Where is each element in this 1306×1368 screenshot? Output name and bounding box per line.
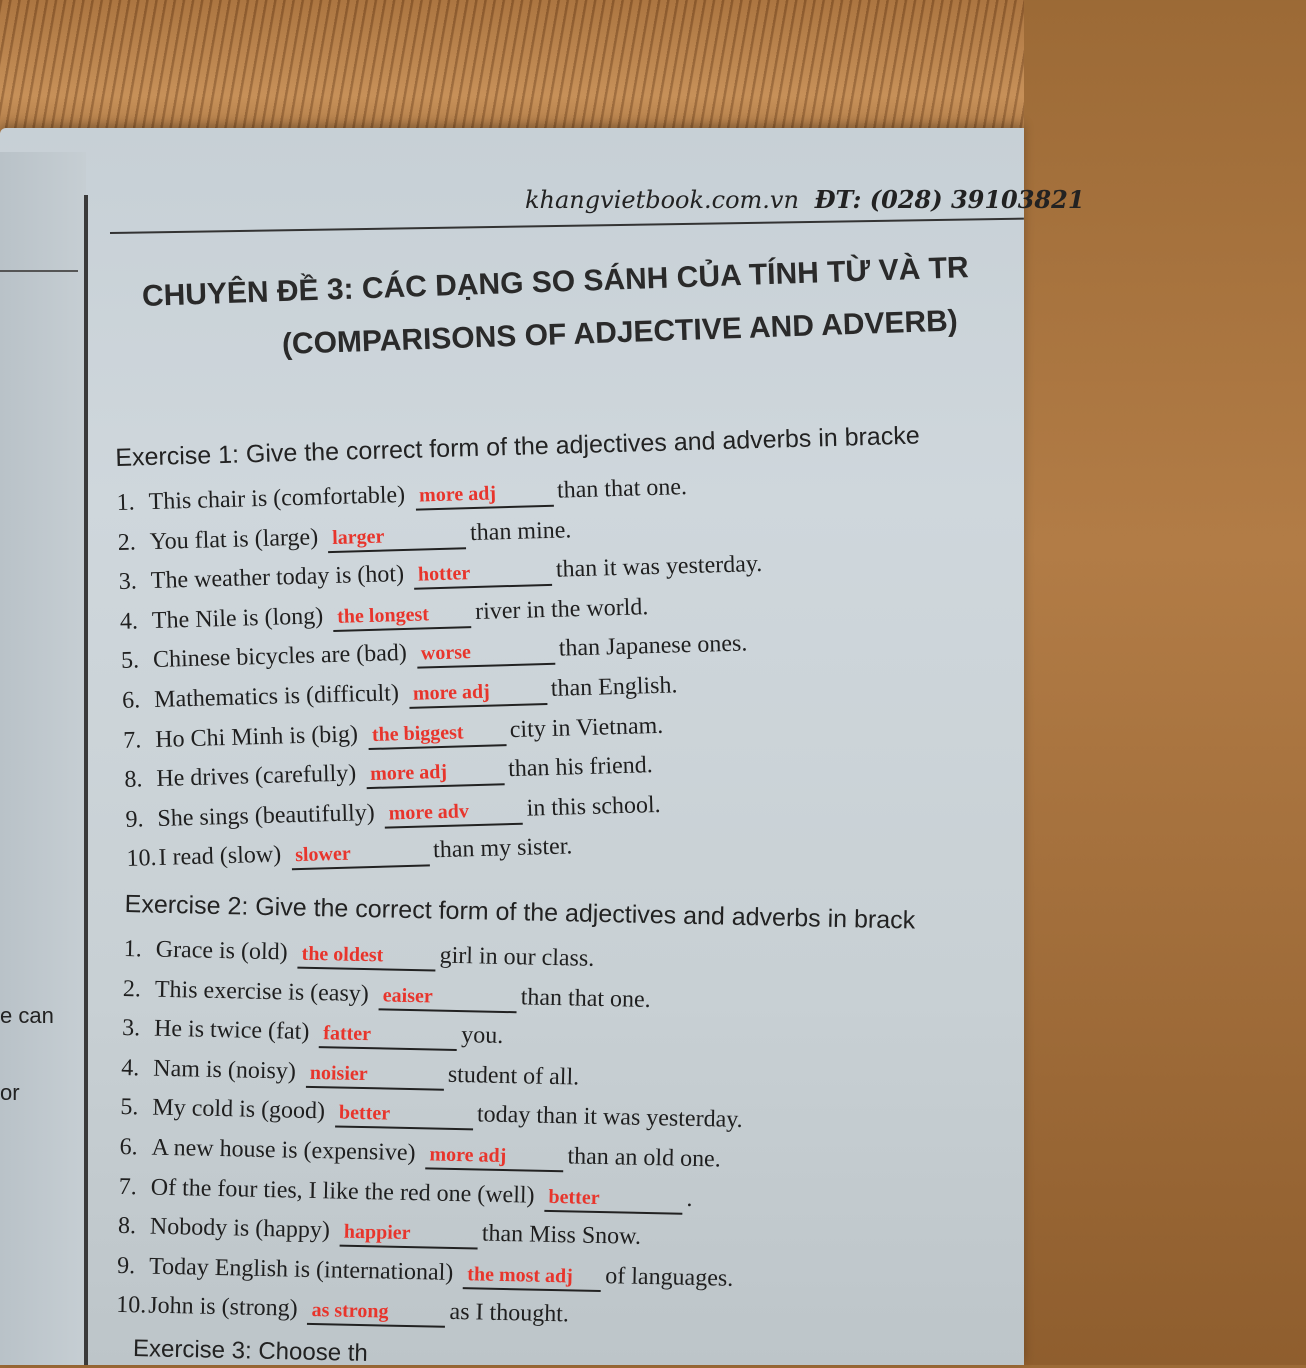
- item-ending: in this school.: [526, 791, 661, 822]
- item-number: 5.: [120, 647, 140, 675]
- answer-blank: [378, 982, 517, 1013]
- item-number: 6.: [121, 687, 141, 714]
- answer-blank: [297, 941, 436, 972]
- answer-blank: [417, 637, 556, 669]
- item-ending: than my sister.: [432, 833, 573, 864]
- handwritten-answer: happier: [343, 1220, 411, 1245]
- page-header: [525, 185, 1085, 214]
- item-number: 4.: [121, 1054, 140, 1082]
- handwritten-answer: more adv: [388, 800, 470, 825]
- handwritten-answer: slower: [294, 842, 352, 867]
- exercise-1-heading: Exercise 1: Give the correct form of the adjectives and adverbs in bracke: [115, 421, 921, 472]
- item-ending: than Miss Snow.: [481, 1220, 642, 1251]
- item-number: 4.: [119, 608, 139, 635]
- handwritten-answer: better: [548, 1185, 600, 1209]
- item-ending: river in the world.: [474, 593, 649, 625]
- answer-blank: [384, 797, 523, 829]
- item-number: 1.: [123, 935, 143, 963]
- item-number: 7.: [122, 726, 142, 754]
- item-ending: than mine.: [469, 516, 572, 546]
- item-prompt: The Nile is (long): [151, 603, 324, 634]
- item-prompt: She sings (beautifully): [157, 799, 376, 832]
- handwritten-answer: the oldest: [301, 942, 384, 967]
- handwritten-answer: the biggest: [371, 720, 464, 746]
- header-site: khangvietbook.com.vn: [525, 186, 799, 214]
- item-prompt: John is (strong): [148, 1292, 298, 1323]
- header-phone: ĐT: (028) 39103821: [814, 185, 1085, 214]
- item-prompt: Of the four ties, I like the red one (well): [150, 1174, 535, 1209]
- item-ending: you.: [461, 1022, 504, 1050]
- answer-blank: [425, 1141, 564, 1172]
- item-ending: than that one.: [520, 983, 651, 1013]
- item-prompt: This exercise is (easy): [154, 976, 370, 1007]
- margin-text-2: or: [0, 1080, 20, 1105]
- item-prompt: This chair is (comfortable): [148, 481, 406, 516]
- item-ending: than English.: [550, 672, 678, 702]
- answer-blank: [368, 718, 507, 750]
- page-spine-line: [84, 195, 88, 1365]
- answer-blank: [291, 839, 430, 871]
- item-ending: than an old one.: [567, 1143, 722, 1173]
- answer-blank: [319, 1020, 458, 1051]
- item-ending: student of all.: [447, 1061, 580, 1091]
- handwritten-answer: better: [338, 1101, 391, 1125]
- handwritten-answer: eaiser: [382, 984, 433, 1008]
- item-number: 10.: [116, 1292, 147, 1319]
- answer-blank: [307, 1297, 446, 1328]
- answer-blank: [544, 1183, 683, 1214]
- handwritten-answer: more adj: [418, 482, 497, 507]
- answer-blank: [366, 757, 505, 789]
- answer-blank: [409, 677, 548, 709]
- item-prompt: He drives (carefully): [156, 760, 357, 793]
- item-number: 10.: [126, 845, 157, 873]
- exercise-2-heading: Exercise 2: Give the correct form of the adjectives and adverbs in brack: [124, 890, 916, 935]
- margin-text-1: e can: [0, 1003, 54, 1028]
- item-prompt: Ho Chi Minh is (big): [154, 720, 359, 753]
- item-ending: .: [686, 1185, 693, 1212]
- item-number: 9.: [125, 806, 144, 833]
- exercise-2-list: [116, 930, 915, 1342]
- item-ending: today than it was yesterday.: [476, 1101, 743, 1134]
- item-prompt: Grace is (old): [155, 936, 288, 966]
- handwritten-answer: worse: [420, 641, 472, 665]
- item-prompt: A new house is (expensive): [151, 1134, 416, 1167]
- item-ending: girl in our class.: [439, 942, 595, 972]
- answer-blank: [415, 479, 554, 511]
- handwritten-answer: the longest: [336, 603, 430, 628]
- handwritten-answer: noisier: [309, 1061, 368, 1085]
- previous-page-margin: [0, 152, 86, 1365]
- handwritten-answer: the most adj: [467, 1263, 574, 1288]
- chapter-subtitle: (COMPARISONS OF ADJECTIVE AND ADVERB): [281, 304, 959, 361]
- margin-rule: [0, 270, 78, 272]
- item-number: 6.: [119, 1133, 138, 1161]
- item-number: 2.: [122, 975, 142, 1002]
- exercise-2: [116, 890, 916, 1342]
- item-ending: city in Vietnam.: [509, 712, 664, 743]
- exercise-3-heading: Exercise 3: Choose th: [132, 1335, 369, 1367]
- chapter-title: CHUYÊN ĐỀ 3: CÁC DẠNG SO SÁNH CỦA TÍNH TỪ VÀ TR: [141, 251, 970, 313]
- item-number: 9.: [116, 1252, 136, 1280]
- answer-blank: [463, 1261, 602, 1292]
- handwritten-answer: more adj: [369, 761, 448, 786]
- item-number: 2.: [117, 529, 137, 556]
- item-number: 8.: [117, 1213, 137, 1240]
- answer-blank: [414, 558, 553, 590]
- item-prompt: Nam is (noisy): [152, 1055, 297, 1085]
- handwritten-answer: as strong: [311, 1299, 389, 1323]
- item-ending: than his friend.: [507, 752, 654, 783]
- exercise-1: [115, 422, 931, 880]
- exercise-1-list: [116, 462, 931, 880]
- item-prompt: Mathematics is (difficult): [153, 680, 400, 713]
- answer-blank: [328, 521, 467, 553]
- item-prompt: I read (slow): [158, 841, 282, 872]
- item-prompt: He is twice (fat): [153, 1015, 310, 1046]
- handwritten-answer: larger: [331, 525, 385, 549]
- item-ending: than Japanese ones.: [558, 630, 748, 663]
- item-ending: than that one.: [556, 474, 688, 504]
- handwritten-answer: more adj: [429, 1143, 507, 1168]
- answer-blank: [335, 1100, 474, 1131]
- answer-blank: [333, 600, 472, 632]
- item-prompt: The weather today is (hot): [150, 561, 405, 595]
- item-number: 7.: [118, 1173, 138, 1200]
- item-number: 8.: [124, 766, 143, 794]
- item-number: 1.: [116, 489, 136, 516]
- item-number: 3.: [121, 1015, 141, 1042]
- handwritten-answer: fatter: [323, 1022, 372, 1046]
- item-ending: than it was yesterday.: [555, 551, 763, 583]
- item-prompt: You flat is (large): [149, 523, 319, 555]
- item-prompt: Nobody is (happy): [149, 1213, 331, 1244]
- item-ending: as I thought.: [449, 1299, 570, 1328]
- item-prompt: My cold is (good): [152, 1095, 326, 1125]
- handwritten-answer: hotter: [417, 562, 471, 586]
- item-prompt: Chinese bicycles are (bad): [152, 640, 408, 674]
- answer-blank: [340, 1219, 479, 1250]
- item-number: 5.: [120, 1094, 139, 1121]
- handwritten-answer: more adj: [412, 680, 491, 705]
- answer-blank: [306, 1060, 445, 1091]
- item-number: 3.: [118, 568, 138, 596]
- item-prompt: Today English is (international): [148, 1253, 454, 1286]
- item-ending: of languages.: [605, 1262, 734, 1292]
